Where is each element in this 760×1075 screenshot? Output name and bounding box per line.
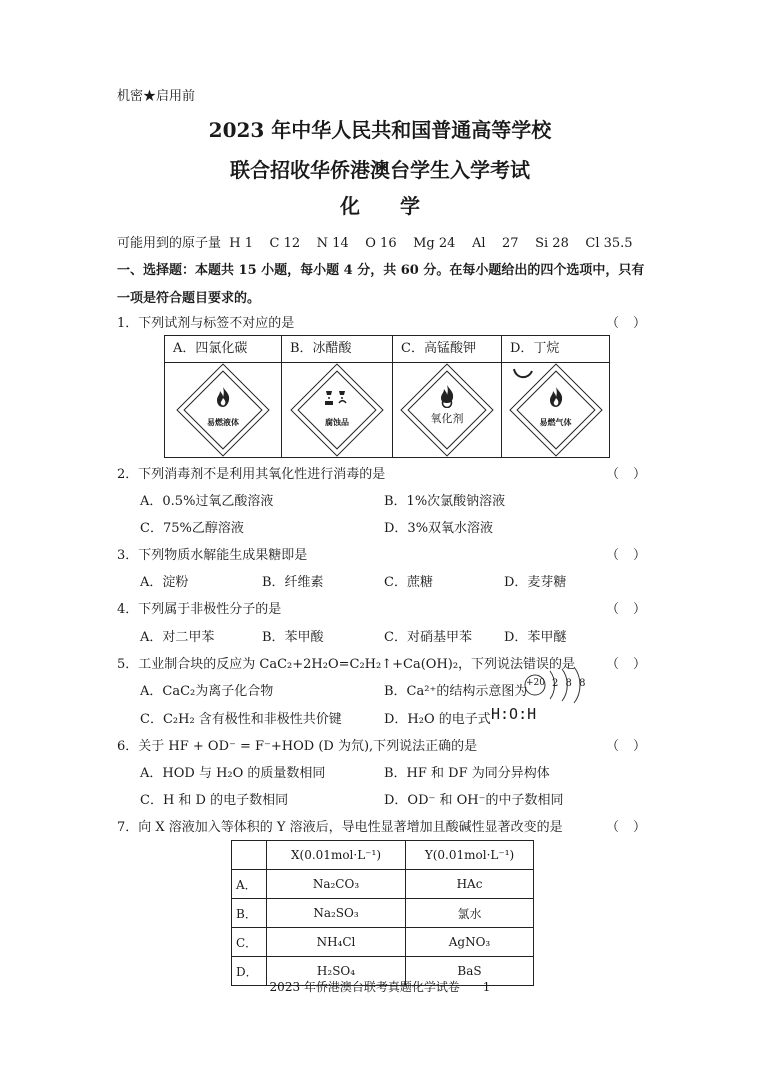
q1-sign-c [393,363,502,458]
q6-answer-blank: （ ） [606,739,646,754]
column-header-x: X(0.01mol·L⁻¹) [267,841,406,870]
page-footer: 2023 年侨港澳台联考真题化学试卷 1 [269,980,491,994]
q4-option-d: D．苯甲醚 [504,630,567,645]
q4-stem: 4．下列属于非极性分子的是 [117,602,282,617]
flammable-gas-sign [518,372,594,448]
q3-answer-blank: （ ） [606,548,646,563]
q5-option-a: A．CaC₂为离子化合物 [140,684,274,699]
column-header-y: Y(0.01mol·L⁻¹) [406,841,534,870]
q6-option-a: A．HOD 与 H₂O 的质量数相同 [140,766,326,781]
table-row: D． H₂SO₄ BaS [232,957,534,986]
q7-solution-table [231,840,534,986]
section1-instructions-line1: 一、选择题：本题共 15 小题，每小题 4 分，共 60 分。在每小题给出的四个选项中，只有 [117,263,645,278]
q2-option-c: C．75%乙醇溶液 [140,521,244,536]
q5-option-d: D．H₂O 的电子式 [384,712,491,727]
q6-option-c: C．H 和 D 的电子数相同 [140,793,289,808]
oxidizer-sign [409,372,485,448]
q1-option-a: A．四氯化碳 [165,336,282,363]
q1-sign-d [502,363,610,458]
q2-answer-blank: （ ） [606,467,646,482]
q5-option-b: B．Ca²⁺的结构示意图为 [384,684,528,699]
corrosive-icon [323,389,351,407]
q1-answer-blank: （ ） [606,316,646,331]
table-header-row [232,841,534,870]
q3-option-a: A．淀粉 [140,575,189,590]
q1-sign-a [165,363,282,458]
table-row: B． Na₂SO₃ 氯水 [232,899,534,928]
shell-electrons: 2 8 8 [552,678,588,689]
q7-answer-blank: （ ） [606,820,646,835]
exam-title-line2: 联合招收华侨港澳台学生入学考试 [230,158,530,182]
q2-stem: 2．下列消毒剂不是利用其氧化性进行消毒的是 [117,467,386,482]
exam-title-line1: 2023 年中华人民共和国普通高等学校 [208,118,552,142]
atomic-masses: 可能用到的原子量 H 1 C 12 N 14 O 16 Mg 24 Al 27 Si 28 Cl 35.5 [117,236,633,251]
table-row: C． NH₄Cl AgNO₃ [232,928,534,957]
q2-option-a: A．0.5%过氧乙酸溶液 [140,494,274,509]
q2-option-b: B．1%次氯酸钠溶液 [384,494,506,509]
q3-option-d: D．麦芽糖 [504,575,567,590]
q1-option-d: D．丁烷 [502,336,610,363]
ca-ion-structure-diagram [524,665,588,705]
q3-option-c: C．蔗糖 [384,575,433,590]
section1-instructions-line2: 一项是符合题目要求的。 [117,291,261,306]
q4-option-c: C．对硝基甲苯 [384,630,472,645]
sign-text: 易燃液体 [207,417,239,427]
sign-text: 氧化剂 [430,412,464,425]
q1-option-b: B．冰醋酸 [282,336,393,363]
table-row: A． Na₂CO₃ HAc [232,870,534,899]
q3-option-b: B．纤维素 [262,575,324,590]
q3-stem: 3．下列物质水解能生成果糖即是 [117,548,308,563]
q6-stem: 6．关于 HF + OD⁻ = F⁻+HOD (D 为氘),下列说法正确的是 [117,739,478,754]
nucleus-charge: +20 [526,678,545,688]
confidential-label: 机密★启用前 [117,89,196,104]
q5-stem: 5．工业制合块的反应为 CaC₂+2H₂O=C₂H₂↑+Ca(OH)₂，下列说法错误的是 [117,657,576,672]
q6-option-d: D．OD⁻ 和 OH⁻的中子数相同 [384,793,564,808]
q2-option-d: D．3%双氧水溶液 [384,521,494,536]
corrosive-sign [299,372,375,448]
q1-label-table [164,335,610,458]
q4-option-a: A．对二甲苯 [140,630,215,645]
sign-text: 易燃气体 [539,417,572,427]
q1-sign-b [282,363,393,458]
water-electron-formula: H:O:H [491,705,537,723]
oxidizer-flame-icon [437,384,457,408]
sign-text: 腐蚀品 [325,417,349,427]
q6-option-b: B．HF 和 DF 为同分异构体 [384,766,550,781]
q4-answer-blank: （ ） [606,602,646,617]
flame-icon [214,386,232,408]
q1-option-c: C．高锰酸钾 [393,336,502,363]
q5-answer-blank: （ ） [606,657,646,672]
q7-stem: 7．向 X 溶液加入等体积的 Y 溶液后，导电性显著增加且酸碱性显著改变的是 [117,820,563,835]
q1-stem: 1．下列试剂与标签不对应的是 [117,316,295,331]
flammable-liquid-sign [185,372,261,448]
q5-option-c: C．C₂H₂ 含有极性和非极性共价键 [140,712,342,727]
subject-title: 化 学 [340,194,420,218]
flame-icon [547,386,565,408]
q4-option-b: B．苯甲酸 [262,630,324,645]
